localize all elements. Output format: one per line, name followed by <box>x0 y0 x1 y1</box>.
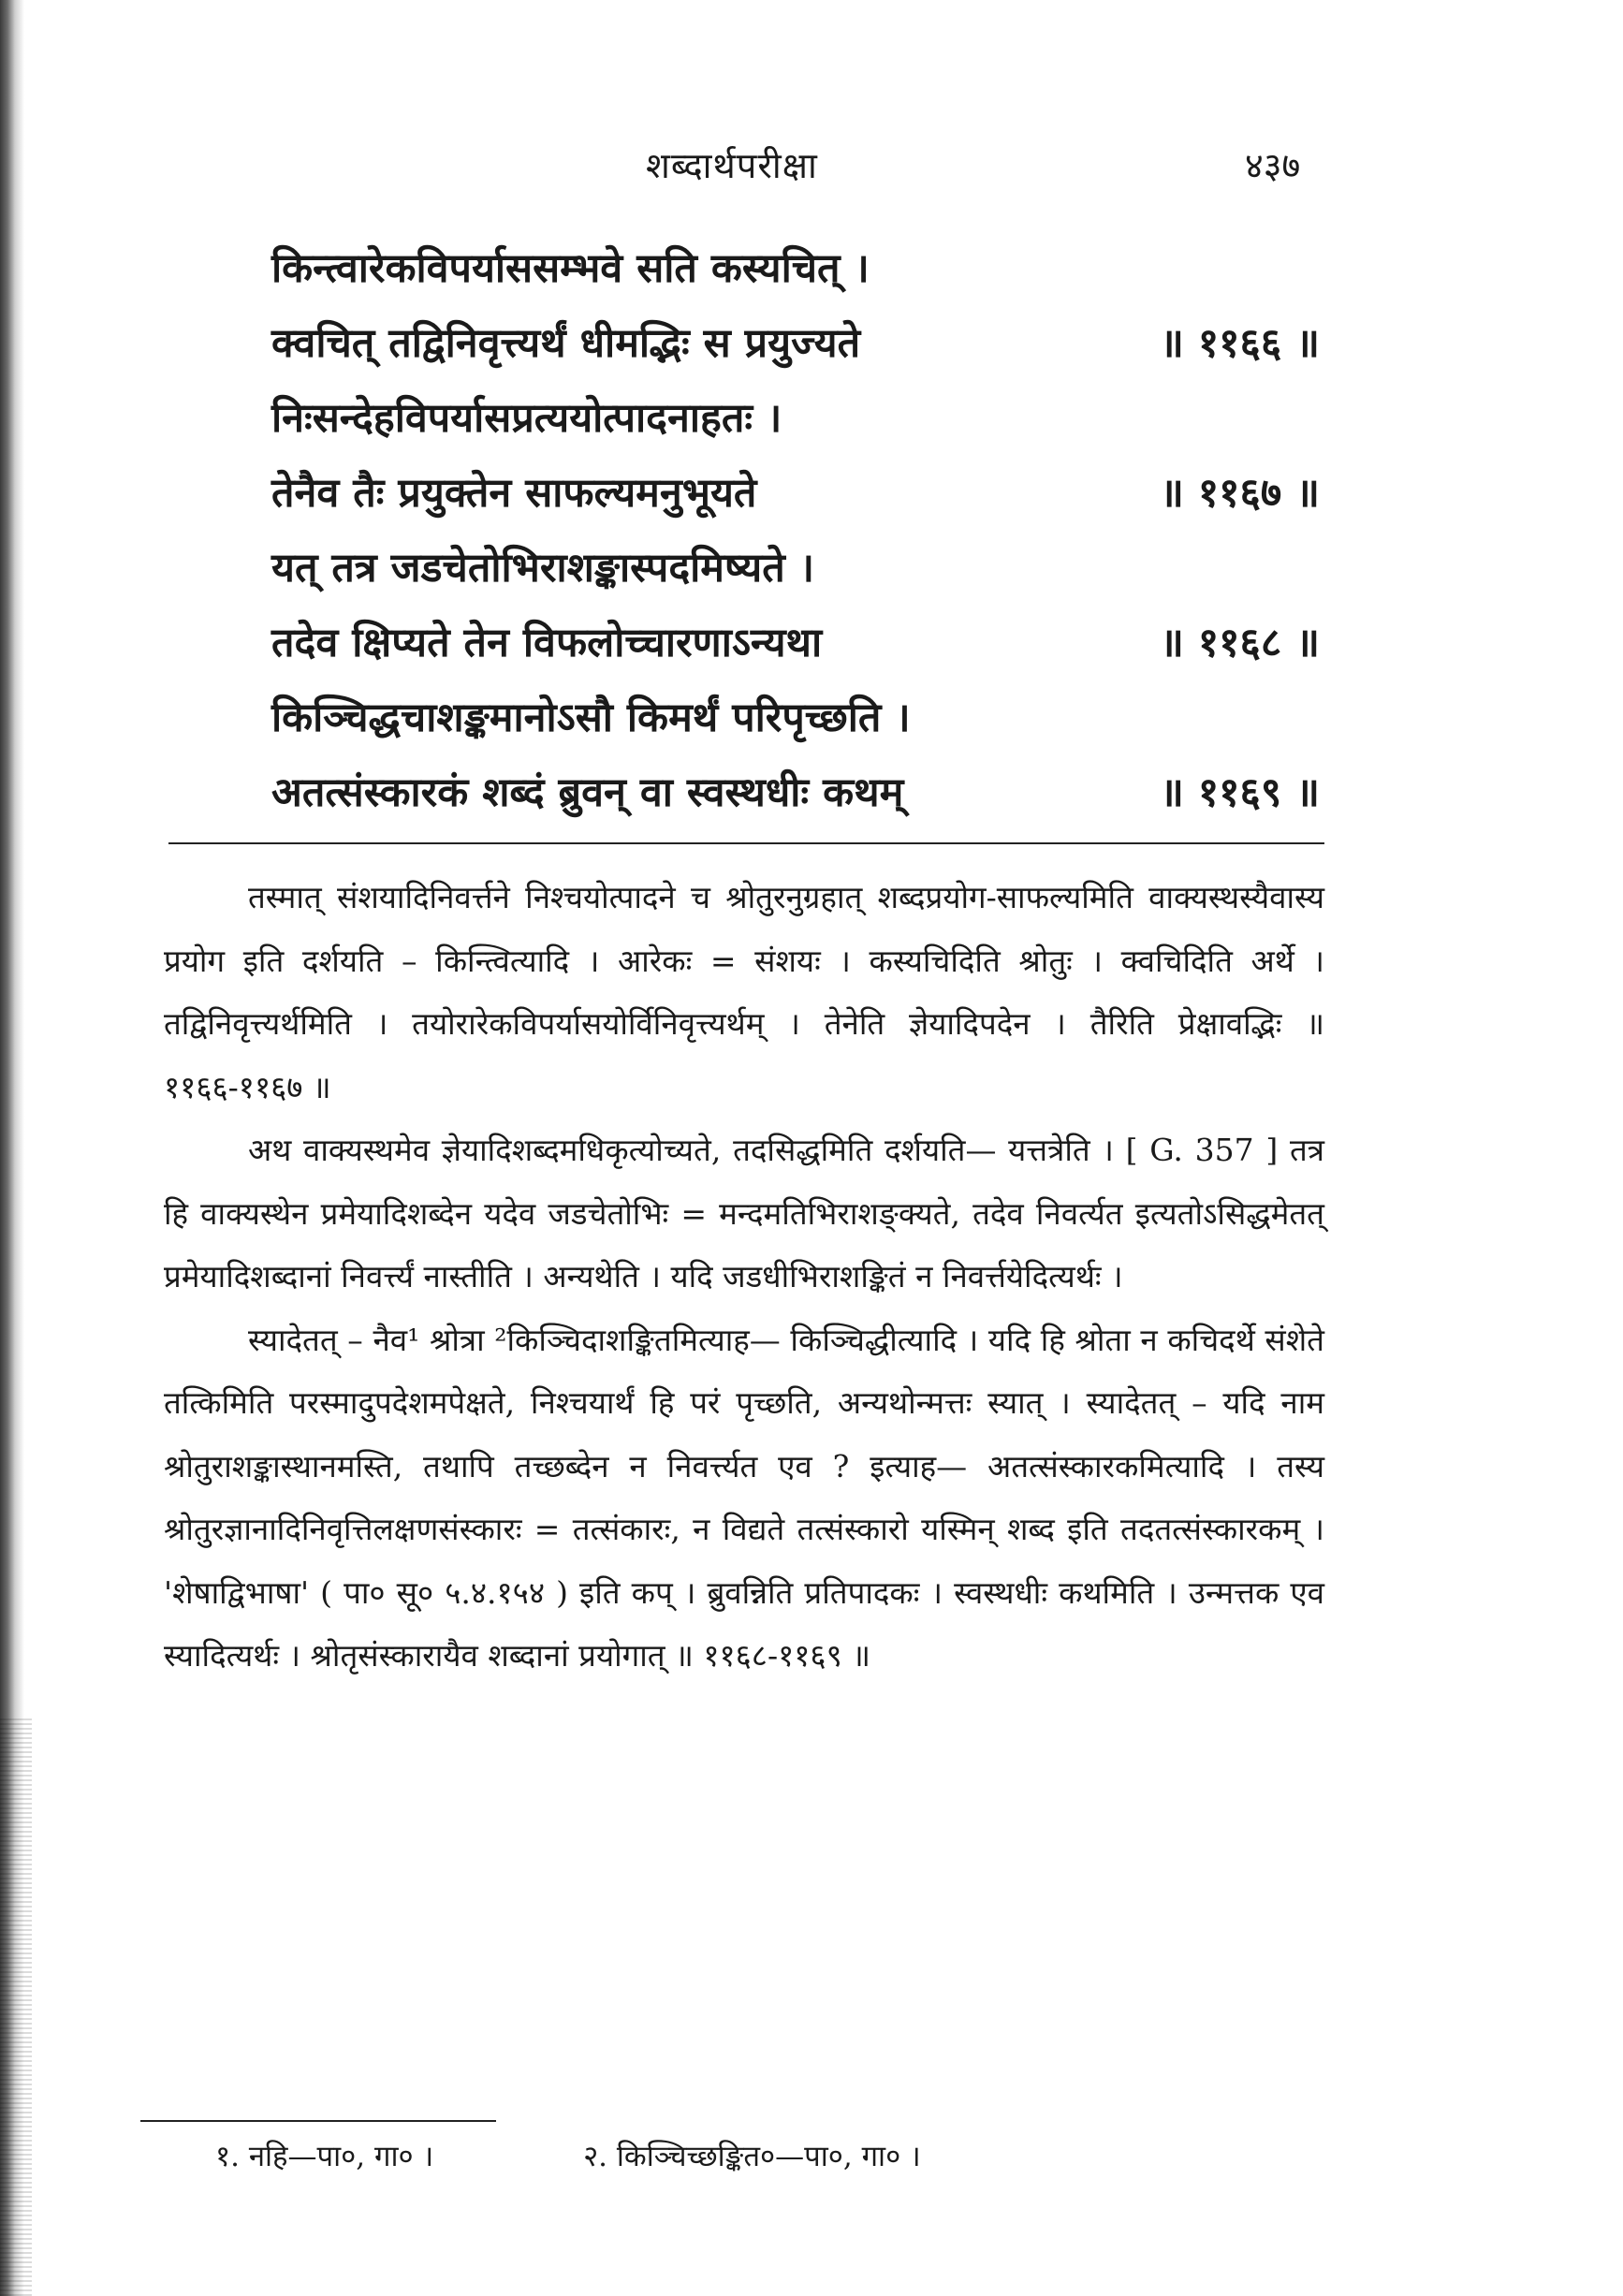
verse-line <box>271 239 1320 314</box>
footnote-rule <box>140 2120 496 2122</box>
verse-text: अतत्संस्कारकं शब्दं ब्रुवन् वा स्वस्थधीः कथम् <box>271 769 904 816</box>
page-number: ४३७ <box>1245 145 1301 186</box>
footnote: २. किञ्चिच्छङ्कित०—पा०, गा० । <box>583 2140 921 2173</box>
verse-text: किन्त्वारेकविपर्याससम्भवे सति कस्यचित् । <box>271 245 870 292</box>
commentary-block <box>164 866 1324 1688</box>
verse-number: ॥ ११६९ ॥ <box>1160 769 1320 816</box>
verse-line <box>271 763 1320 838</box>
running-title: शब्दार्थपरीक्षा <box>646 145 818 186</box>
verse-text: यत् तत्र जडचेतोभिराशङ्कास्पदमिष्यते । <box>271 545 815 592</box>
verse-text: निःसन्देहविपर्यासप्रत्ययोत्पादनाहतः । <box>271 395 782 442</box>
verse-block <box>271 239 1320 838</box>
verse-number: ॥ ११६८ ॥ <box>1160 620 1320 666</box>
commentary-paragraph: तस्मात् संशयादिनिवर्त्तने निश्चयोत्पादने च श्रोतुरनुग्रहात् शब्दप्रयोग-साफल्यमिति वाक्यस्थस्यैवास्य प्रयोग इति दर्शयति – किन्त्वित्यादि । आरेकः = संशयः । कस्यचिदिति श्रोतुः । क्वचिदिति अर्थे । तद्विनिवृत्त्यर्थमिति । तयोरारेकविपर्यासयोर्विनिवृत्त्यर्थम् । तेनेति ज्ञेयादिपदेन । तैरिति प्रेक्षावद्भिः ॥ ११६६-११६७ ॥ <box>164 879 1324 1105</box>
verse-line <box>271 538 1320 613</box>
verse-line <box>271 688 1320 763</box>
verse-line <box>271 463 1320 538</box>
verse-line <box>271 613 1320 688</box>
footnote: १. नहि—पा०, गा० । <box>215 2140 434 2173</box>
commentary-paragraph: स्यादेतत् – नैव¹ श्रोत्रा ²किञ्चिदाशङ्कितमित्याह— किञ्चिद्धीत्यादि । यदि हि श्रोता न कचिदर्थे संशेते तत्किमिति परस्मादुपदेशमपेक्षते, निश्चयार्थं हि परं पृच्छति, अन्यथोन्मत्तः स्यात् । स्यादेतत् – यदि नाम श्रोतुराशङ्कास्थानमस्ति, तथापि तच्छब्देन न निवर्त्त्यत एव ? इत्याह— अतत्संस्कारकमित्यादि । तस्य श्रोतुरज्ञानादिनिवृत्तिलक्षणसंस्कारः = तत्संकारः, न विद्यते तत्संस्कारो यस्मिन् शब्द इति तदतत्संस्कारकम् । 'शेषाद्विभाषा' ( पा० सू० ५.४.१५४ ) इति कप् । ब्रुवन्निति प्रतिपादकः । स्वस्थधीः कथमिति । उन्मत्तक एव स्यादित्यर्थः । श्रोतृसंस्कारायैव शब्दानां प्रयोगात् ॥ ११६८-११६९ ॥ <box>164 1321 1324 1674</box>
scan-noise <box>0 1716 32 2296</box>
verse-text: तदेव क्षिप्यते तेन विफलोच्चारणाऽन्यथा <box>271 620 823 666</box>
footnotes <box>215 2136 1245 2175</box>
verse-text: क्वचित् तद्विनिवृत्त्यर्थं धीमद्भिः स प्रयुज्यते <box>271 320 861 367</box>
verse-separator-rule <box>168 842 1324 844</box>
commentary-paragraph: अथ वाक्यस्थमेव ज्ञेयादिशब्दमधिकृत्योच्यते, तदसिद्धमिति दर्शयति— यत्तत्रेति । [ G. 357 ] तत्र हि वाक्यस्थेन प्रमेयादिशब्देन यदेव जडचेतोभिः = मन्दमतिभिराशङ्क्यते, तदेव निवर्त्यत इत्यतोऽसिद्धमेतत् प्रमेयादिशब्दानां निवर्त्त्यं नास्तीति । अन्यथेति । यदि जडधीभिराशङ्कितं न निवर्त्तयेदित्यर्थः । <box>164 1132 1324 1294</box>
verse-text: किञ्चिद्धचाशङ्कमानोऽसौ किमर्थं परिपृच्छति । <box>271 695 911 741</box>
verse-number: ॥ ११६६ ॥ <box>1160 320 1320 367</box>
verse-number: ॥ ११६७ ॥ <box>1160 470 1320 517</box>
verse-line <box>271 314 1320 388</box>
verse-line <box>271 388 1320 463</box>
verse-text: तेनैव तैः प्रयुक्तेन साफल्यमनुभूयते <box>271 470 757 517</box>
